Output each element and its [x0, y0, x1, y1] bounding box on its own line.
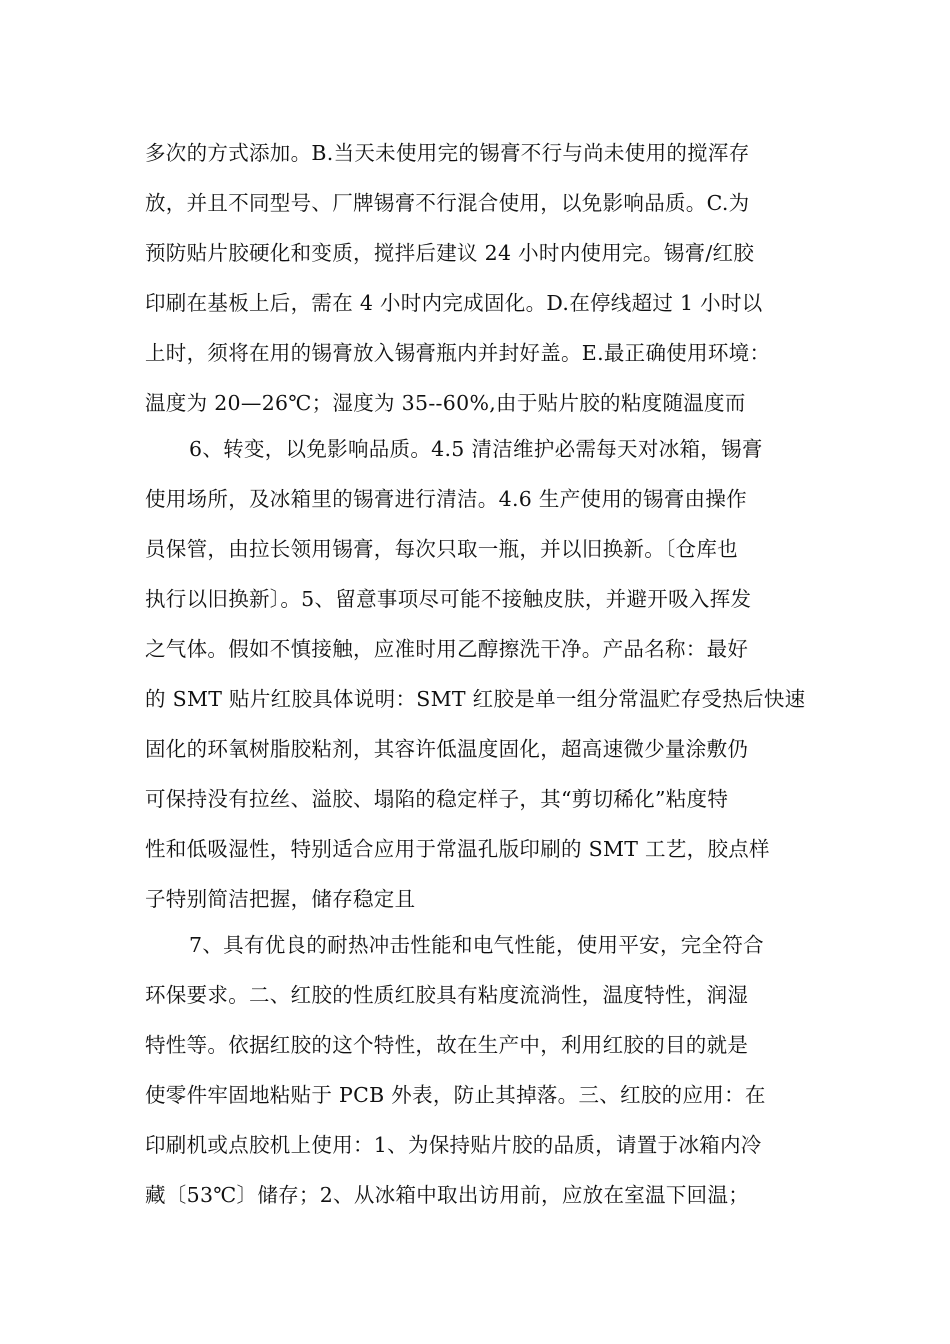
text-line: 多次的方式添加。B.当天未使用完的锡膏不行与尚未使用的搅浑存 [145, 141, 750, 165]
paragraph-2 [145, 424, 810, 924]
text-line: 特性等。依据红胶的这个特性，故在生产中，利用红胶的目的就是 [145, 1033, 749, 1057]
text-line: 温度为 20—26℃；湿度为 35--60%,由于贴片胶的粘度随温度而 [145, 391, 746, 415]
text-line: 预防贴片胶硬化和变质，搅拌后建议 24 小时内使用完。锡膏/红胶 [145, 241, 755, 265]
text-line: 印刷在基板上后，需在 4 小时内完成固化。D.在停线超过 1 小时以 [145, 291, 763, 315]
text-line: 藏〔53℃〕储存；2、从冰箱中取出访用前，应放在室温下回温； [145, 1183, 750, 1207]
text-line: 印刷机或点胶机上使用：1、为保持贴片胶的品质，请置于冰箱内冷 [145, 1133, 762, 1157]
text-line: 执行以旧换新〕。5、留意事项尽可能不接触皮肤，并避开吸入挥发 [145, 587, 752, 611]
text-line: 放，并且不同型号、厂牌锡膏不行混合使用，以免影响品质。C.为 [145, 191, 750, 215]
text-line: 固化的环氧树脂胶粘剂，其容许低温度固化，超高速微少量涂敷仍 [145, 737, 749, 761]
text-line: 的 SMT 贴片红胶具体说明：SMT 红胶是单一组分常温贮存受热后快速 [145, 687, 806, 711]
text-line: 环保要求。二、红胶的性质红胶具有粘度流淌性，温度特性，润湿 [145, 983, 749, 1007]
text-line: 使用场所，及冰箱里的锡膏进行清洁。4.6 生产使用的锡膏由操作 [145, 487, 747, 511]
paragraph-3 [145, 920, 810, 1220]
text-line: 上时，须将在用的锡膏放入锡膏瓶内并封好盖。E.最正确使用环境： [145, 341, 771, 365]
text-line: 可保持没有拉丝、溢胶、塌陷的稳定样子，其“剪切稀化”粘度特 [145, 787, 729, 811]
text-line: 6、转变，以免影响品质。4.5 清洁维护必需每天对冰箱，锡膏 [189, 437, 763, 461]
paragraph-1 [145, 128, 810, 428]
text-line: 7、具有优良的耐热冲击性能和电气性能，使用平安，完全符合 [189, 933, 764, 957]
text-line: 性和低吸湿性，特别适合应用于常温孔版印刷的 SMT 工艺，胶点样 [145, 837, 770, 861]
text-line: 员保管，由拉长领用锡膏，每次只取一瓶，并以旧换新。〔仓库也 [145, 537, 738, 561]
text-line: 之气体。假如不慎接触，应准时用乙醇擦洗干净。产品名称：最好 [145, 637, 749, 661]
text-line: 使零件牢固地粘贴于 PCB 外表，防止其掉落。三、红胶的应用：在 [145, 1083, 766, 1107]
text-line: 子特别简洁把握，储存稳定且 [145, 887, 416, 911]
